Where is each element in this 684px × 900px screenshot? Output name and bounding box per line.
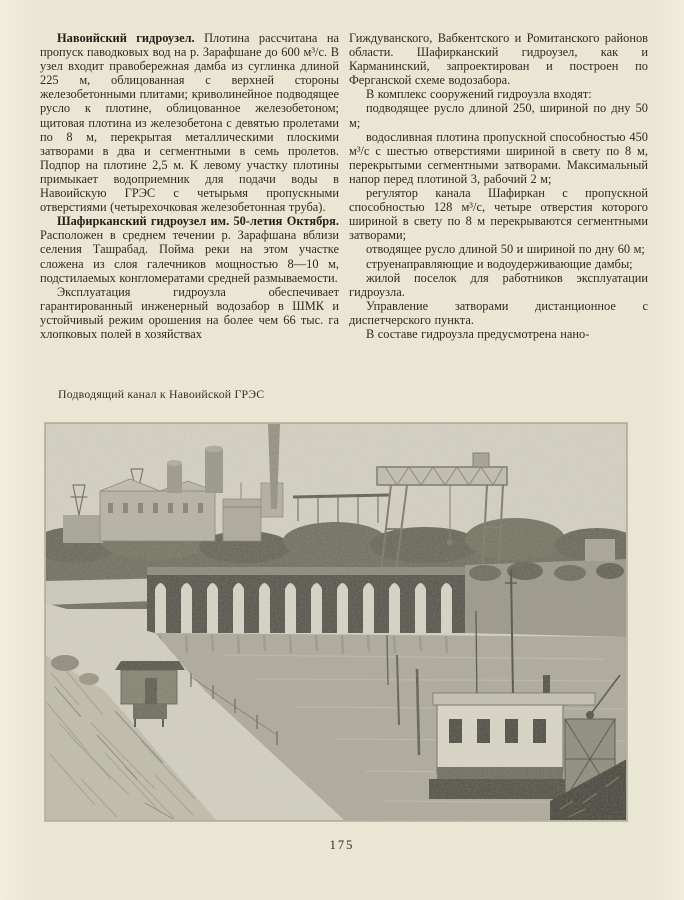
paragraph-lead: Навоийский гидроузел. — [57, 31, 195, 45]
paragraph-dams: струенаправляющие и водоудерживающие дамбы; — [366, 256, 633, 271]
paragraph-settlement: жилой поселок для работников эксплуатации гидроузла. — [349, 270, 648, 299]
paragraph-operation: Эксплуатация гидроузла обеспечивает гарантированный инженерный водозабор в ШМК и устойчивый режим орошения на более чем 66 тыс. га хлопковых полей в хозяйствах — [40, 284, 339, 341]
text-columns — [40, 31, 648, 341]
canal-photograph — [45, 423, 627, 821]
paragraph-channel-out: отводящее русло длиной 50 и шириной по дну 60 м; — [366, 242, 645, 257]
right-column — [349, 31, 648, 341]
paragraph-complex-intro: В комплекс сооружений гидроузла входят: — [366, 87, 592, 102]
paragraph-text: Расположен в среднем течении р. Зарафшана вблизи селения Ташрабад. Пойма реки на этом участке сложена из слоя галечников мощностью 8—10 м, подстилаемых конгломератами средней размываемости. — [40, 228, 339, 285]
paragraph-navoi — [40, 31, 339, 214]
left-column — [40, 31, 339, 341]
paragraph-text: Плотина рассчитана на пропуск паводковых вод на р. Зарафшане до 600 м³/с. В узел входит правобережная дамба из суглинка длиной 225 м, облицованная с верхней стороны железобетонными плитами; криволинейное подводящее русло к плотине, облицованное железобетоном; щитовая плотина из железобетона с девятью пролетами по 8 м, перекрытая металлическими плоскими затворами в два и сегментными в семь пролетов. Подпор на плотине 2,5 м. К левому участку плотины примыкает водоприемник для подачи воды в Навоийскую ГРЭС с четырьмя пропускными отверстиями (четырехочковая железобетонная труба). — [40, 31, 339, 215]
photo-caption: Подводящий канал к Навоийской ГРЭС — [58, 387, 265, 401]
paragraph-last: В составе гидроузла предусмотрена нано- — [366, 326, 590, 341]
photo-illustration — [45, 423, 627, 821]
photo-grain — [45, 423, 627, 821]
paragraph-channel-in: подводящее русло длиной 250, шириной по дну 50 м; — [349, 101, 648, 130]
paragraph-lead: Шафирканский гидроузел им. 50-летия Октября. — [57, 214, 339, 229]
paragraph-spillway-dam: водосливная плотина пропускной способностью 450 м³/с с шестью отверстиями шириной в свету по 8 м, перекрытыми сегментными затворами. Максимальный напор перед плотиной 3, рабочий 2 м; — [349, 129, 648, 186]
paragraph-control: Управление затворами дистанционное с диспетчерского пункта. — [349, 298, 648, 327]
paragraph-regulator: регулятор канала Шафиркан с пропускной способностью 128 м³/с, четыре отверстия которого шириной в свету по 8 м перекрываются сегментными затворами; — [349, 186, 648, 243]
paragraph-continuation: Гиждуванского, Вабкентского и Ромитанского районов области. Шафирканский гидроузел, как и Карманинский, запроектирован и построен по Ферганской схеме водозабора. — [349, 31, 648, 88]
page-number: 175 — [329, 838, 355, 852]
paragraph-shafirkan — [40, 214, 339, 284]
